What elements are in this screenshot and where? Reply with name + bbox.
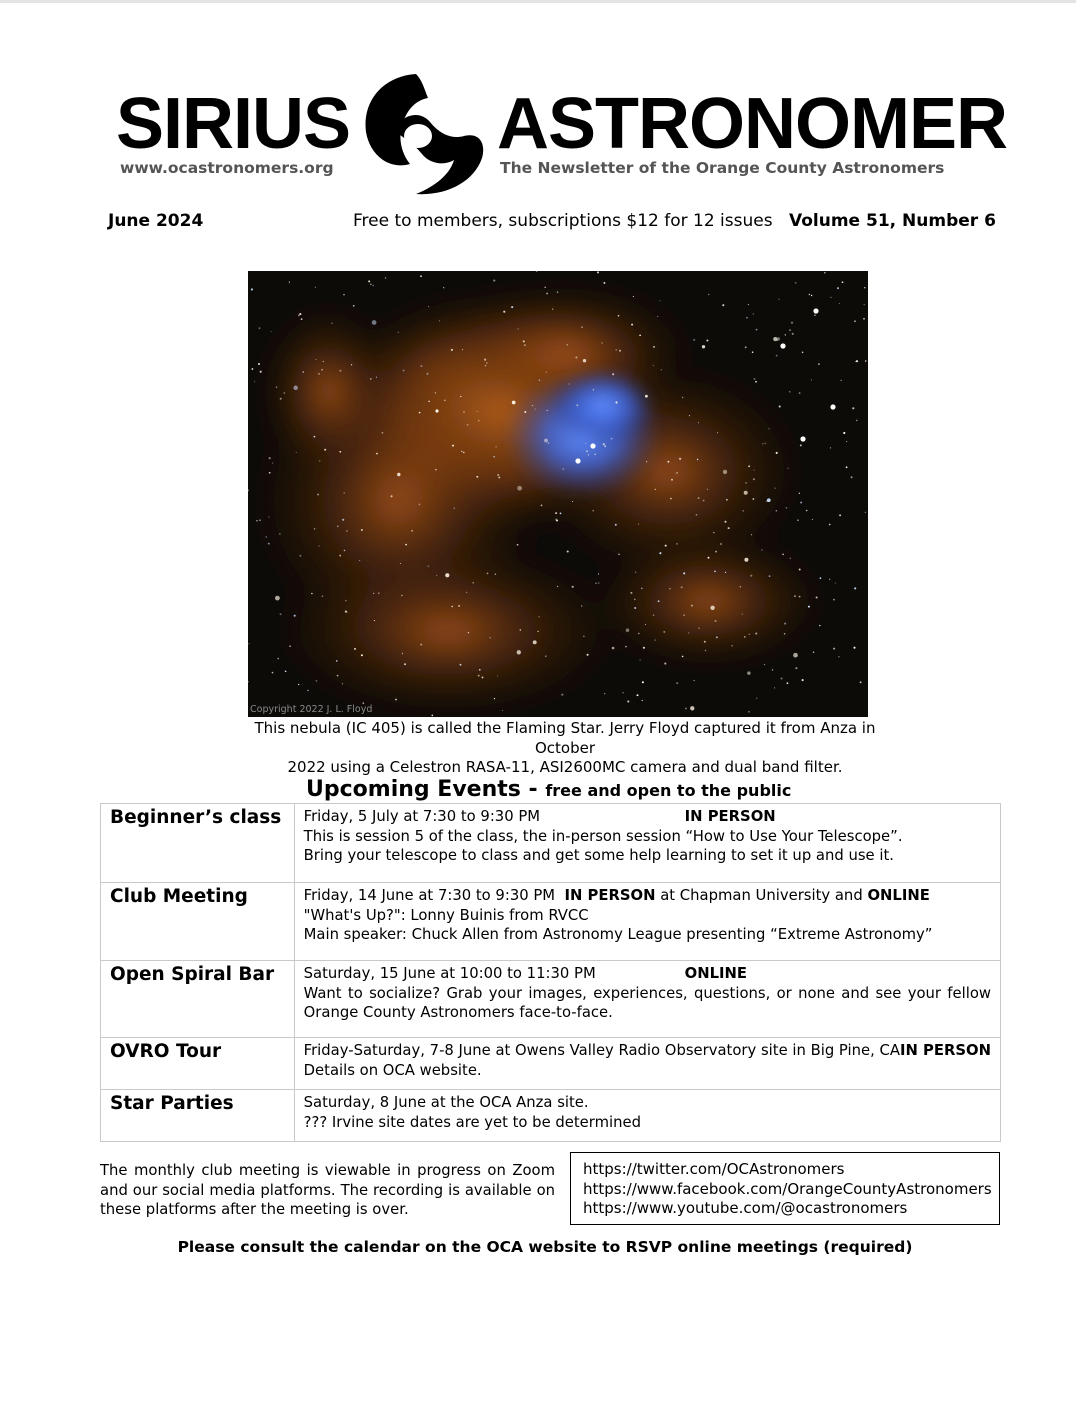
event-details	[294, 1090, 1000, 1142]
youtube-link[interactable]: https://www.youtube.com/@ocastronomers	[583, 1199, 908, 1217]
masthead-title-left: SIRIUS	[116, 84, 351, 164]
event-tag: ONLINE	[684, 965, 748, 982]
event-line: ??? Irvine site dates are yet to be determined	[303, 1113, 642, 1131]
event-name: Club Meeting	[101, 883, 295, 961]
events-subtitle: free and open to the public	[545, 781, 792, 800]
event-line: "What's Up?": Lonny Buinis from RVCC	[303, 906, 589, 924]
event-details	[294, 961, 1000, 1038]
events-title: Upcoming Events -	[306, 777, 538, 802]
issue-date: June 2024	[108, 211, 204, 231]
event-when: Friday, 5 July at 7:30 to 9:30 PM	[303, 808, 541, 825]
caption-line: 2022 using a Celestron RASA-11, ASI2600MC camera and dual band filter.	[287, 758, 843, 776]
event-name: Open Spiral Bar	[101, 961, 295, 1038]
table-row	[101, 883, 1001, 961]
photo-caption	[230, 719, 900, 778]
event-when: Saturday, 8 June at the OCA Anza site.	[303, 1094, 589, 1111]
event-when: Saturday, 15 June at 10:00 to 11:30 PM	[303, 965, 596, 982]
social-links-box	[570, 1152, 1000, 1225]
event-name: OVRO Tour	[101, 1038, 295, 1090]
subscription-info: Free to members, subscriptions $12 for 12 issues	[353, 211, 773, 231]
event-line: Details on OCA website.	[303, 1061, 482, 1079]
table-row	[101, 1038, 1001, 1090]
table-row	[101, 804, 1001, 883]
sirius-logo-icon	[354, 70, 488, 198]
events-heading	[306, 777, 791, 803]
event-tag: IN PERSON	[564, 887, 656, 904]
event-line: Main speaker: Chuck Allen from Astronomy League presenting “Extreme Astronomy”	[303, 926, 933, 943]
event-tag: IN PERSON	[684, 808, 776, 825]
table-row	[101, 1090, 1001, 1142]
event-details	[294, 804, 1000, 883]
nebula-photo	[248, 271, 868, 717]
event-name: Star Parties	[101, 1090, 295, 1142]
masthead-title-right: ASTRONOMER	[497, 84, 1007, 164]
zoom-note: The monthly club meeting is viewable in progress on Zoom and our social media platforms. The recording is available on these platforms after the meeting is over.	[100, 1162, 555, 1218]
event-details	[294, 883, 1000, 961]
event-when: Friday, 14 June at 7:30 to 9:30 PM	[303, 887, 556, 904]
rsvp-note: Please consult the calendar on the OCA website to RSVP online meetings (required)	[177, 1238, 913, 1256]
event-line: This is session 5 of the class, the in-person session “How to Use Your Telescope”.	[303, 827, 903, 845]
event-when: Friday-Saturday, 7-8 June at Owens Valley Radio Observatory site in Big Pine, CA	[303, 1042, 900, 1059]
issue-volume: Volume 51, Number 6	[789, 211, 996, 231]
event-location: at Chapman University and	[660, 887, 863, 904]
event-name: Beginner’s class	[101, 804, 295, 883]
event-tag: IN PERSON	[899, 1042, 991, 1059]
event-line: Bring your telescope to class and get some help learning to set it up and use it.	[303, 847, 894, 864]
facebook-link[interactable]: https://www.facebook.com/OrangeCountyAstronomers	[583, 1179, 992, 1198]
event-tag-online: ONLINE	[867, 887, 930, 904]
event-details	[294, 1038, 1000, 1090]
events-table	[100, 803, 1001, 1142]
masthead-tagline: The Newsletter of the Orange County Astronomers	[500, 159, 945, 177]
twitter-link[interactable]: https://twitter.com/OCAstronomers	[583, 1160, 845, 1178]
masthead-website[interactable]: www.ocastronomers.org	[120, 159, 334, 177]
event-line: Want to socialize? Grab your images, experiences, questions, or none and see your fellow Orange County Astronomers face-to-face.	[303, 984, 991, 1021]
photo-copyright: Copyright 2022 J. L. Floyd	[250, 704, 373, 715]
table-row	[101, 961, 1001, 1038]
caption-line: This nebula (IC 405) is called the Flaming Star. Jerry Floyd captured it from Anza in October	[254, 719, 876, 757]
top-border	[0, 0, 1076, 3]
